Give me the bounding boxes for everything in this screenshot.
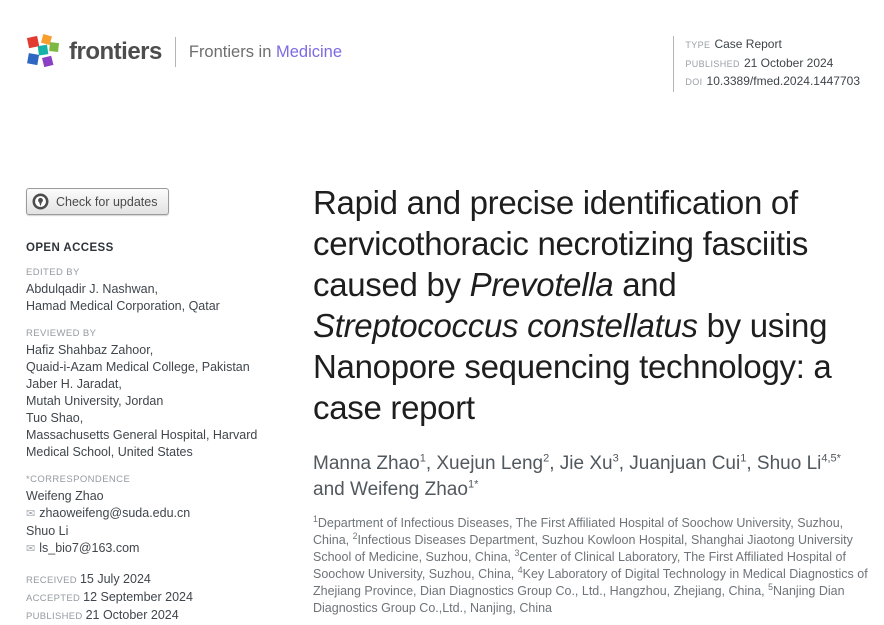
article-meta-block [673,36,860,92]
meta-value-published: 21 October 2024 [743,55,834,70]
reviewer-name: Hafiz Shahbaz Zahoor, [26,343,154,357]
history-dates-section [26,571,282,625]
affiliations: $^1$Department of Infectious Diseases, The First Affiliated Hospital of Soochow University, Suzhou, China, $^2$Infectious Diseases Department, Suzhou Kowloon Hospital, Shanghai Jiaotong University School of Medicine, Suzhou, China, $^3$Center of Clinical Laboratory, The First Affiliated Hospital of Soochow University, Suzhou, China, $^4$Key Laboratory of Digital Technology in Medical Diagnostics of Zhejiang Province, Dian Diagnostics Group Co., Ltd., Hangzhou, Zhejiang, China, $^5$Nanjing Dian Diagnostics Group Co.,Ltd., Nanjing, China [313,513,868,615]
correspondent-email-line [26,540,282,558]
journal-prefix: Frontiers in [188,42,272,61]
reviewer-name: Jaber H. Jaradat, [26,377,122,391]
correspondence-label: *CORRESPONDENCE [26,474,131,485]
meta-row-published [685,55,860,74]
correspondent-email[interactable]: ls_bio7@163.com [39,541,140,555]
brand-divider [175,37,176,67]
article-info-sidebar [26,188,282,625]
accepted-date-row [26,589,282,607]
brand-name: frontiers [69,38,162,65]
accepted-label: ACCEPTED [26,593,81,604]
reviewer-affiliation: Quaid-i-Azam Medical College, Pakistan [26,360,250,374]
correspondence-section [26,474,282,558]
reviewer-affiliation: Mutah University, Jordan [26,394,164,408]
edited-by-section [26,267,282,315]
check-for-updates-label: Check for updates [56,194,158,209]
frontiers-brand [26,34,342,70]
published-date: 21 October 2024 [85,608,179,622]
received-date: 15 July 2024 [79,572,151,586]
open-access-badge: OPEN ACCESS [26,242,114,254]
journal-name: Medicine [275,42,343,61]
frontiers-logo-icon [26,34,60,70]
published-label: PUBLISHED [26,611,83,622]
envelope-icon: ✉ [26,508,36,520]
meta-value-doi: 10.3389/fmed.2024.1447703 [706,74,860,88]
crossmark-icon [32,193,49,210]
meta-label-type: TYPE [685,40,711,50]
correspondent-email-line [26,505,282,523]
correspondent-name: Shuo Li [26,524,69,538]
envelope-icon: ✉ [26,543,36,555]
accepted-date: 12 September 2024 [83,590,193,604]
correspondent-name: Weifeng Zhao [26,489,104,503]
article-main-column [313,182,869,617]
received-label: RECEIVED [26,575,77,586]
author-list: Manna Zhao$^1$, Xuejun Leng$^2$, Jie Xu$^3$, Juanjuan Cui$^1$, Shuo $Li^{4,5*}$ and Weifeng Zhao$^{1*}$ [313,452,841,500]
editor-affiliation: Hamad Medical Corporation, Qatar [26,299,220,313]
meta-label-published: PUBLISHED [685,58,740,69]
reviewer-name: Tuo Shao, [26,411,84,425]
correspondent-email[interactable]: zhaoweifeng@suda.edu.cn [39,506,191,520]
meta-value-type: Case Report [714,37,782,51]
meta-row-type [685,36,860,55]
editor-name: Abdulqadir J. Nashwan, [26,282,159,296]
received-date-row [26,571,282,589]
edited-by-label: EDITED BY [26,267,80,278]
journal-title [189,43,342,62]
meta-label-doi: DOI [685,77,703,87]
reviewed-by-label: REVIEWED BY [26,328,97,339]
reviewed-by-section [26,328,282,461]
published-date-row [26,607,282,625]
page-header [26,34,860,92]
article-title: Rapid and precise identification of cervicothoracic necrotizing fasciitis caused by Prevotella and Streptococcus constellatus by using Nanopore sequencing technology: a case report [313,184,832,426]
reviewer-affiliation: Massachusetts General Hospital, Harvard Medical School, United States [26,428,258,459]
meta-row-doi [685,73,860,92]
check-for-updates-button[interactable] [26,188,169,215]
